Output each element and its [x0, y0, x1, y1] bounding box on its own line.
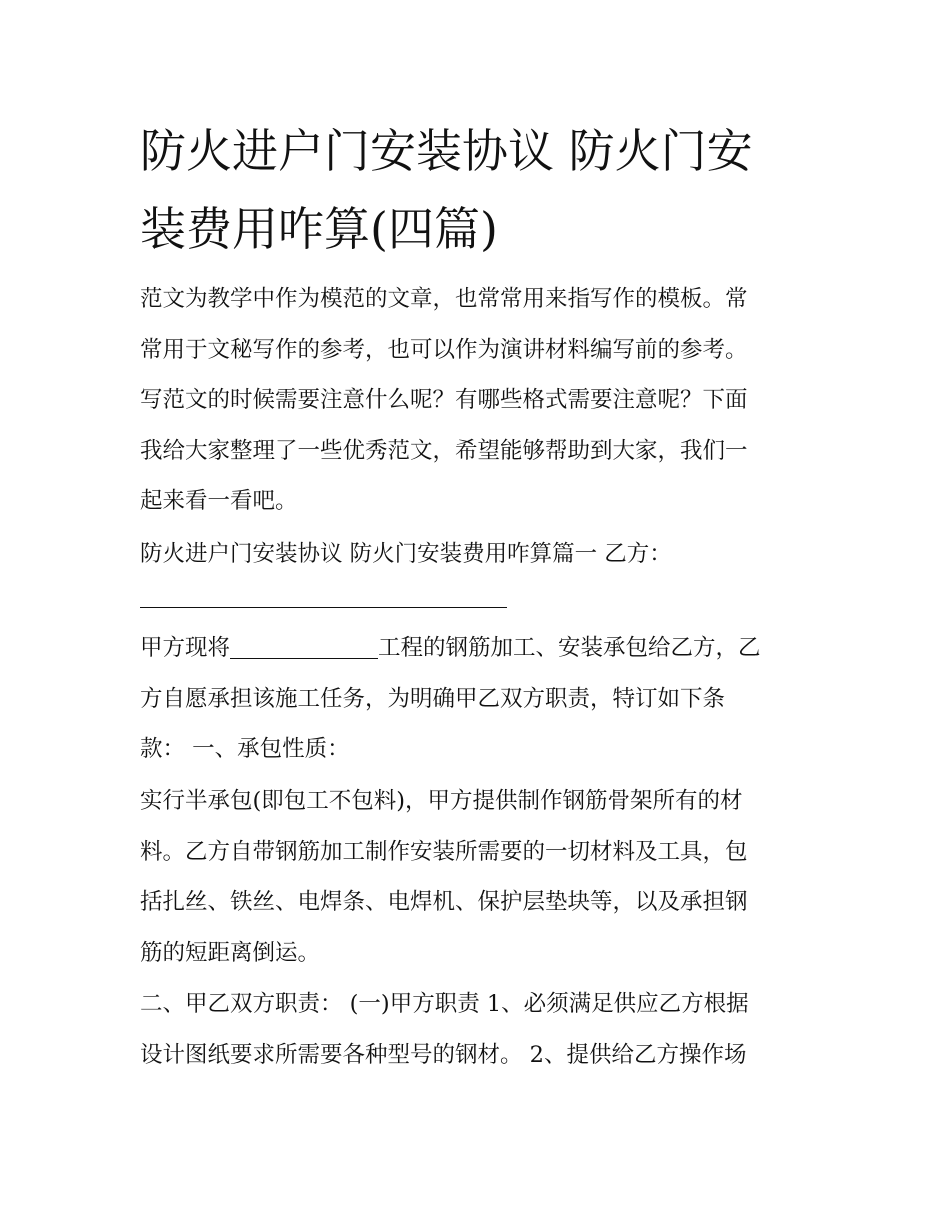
paragraph-line: 二、甲乙双方职责： (一)甲方职责 1、必须满足供应乙方根据	[140, 991, 749, 1017]
agreement-paragraph-1	[140, 623, 820, 775]
paragraph-line: 括扎丝、铁丝、电焊条、电焊机、保护层垫块等，以及承担钢	[140, 889, 748, 915]
intro-line: 写范文的时候需要注意什么呢？有哪些格式需要注意呢？下面	[140, 387, 748, 413]
party-a-suffix: 工程的钢筋加工、安装承包给乙方，乙	[378, 635, 761, 661]
paragraph-line: 设计图纸要求所需要各种型号的钢材。 2、提供给乙方操作场	[140, 1041, 747, 1068]
paragraph-line: 筋的短距离倒运。	[140, 939, 321, 966]
paragraph-line: 款： 一、承包性质：	[140, 736, 350, 762]
intro-line: 常用于文秘写作的参考，也可以作为演讲材料编写前的参考。	[140, 336, 748, 363]
paragraph-line: 方自愿承担该施工任务，为明确甲乙双方职责，特订如下条	[140, 685, 726, 712]
party-b-blank-line	[140, 607, 507, 608]
intro-line: 我给大家整理了一些优秀范文，希望能够帮助到大家，我们一	[140, 437, 748, 464]
paragraph-line: 实行半承包(即包工不包料)，甲方提供制作钢筋骨架所有的材	[140, 788, 743, 814]
title-line-2: 装费用咋算(四篇)	[140, 202, 498, 256]
paragraph-line: 料。乙方自带钢筋加工制作安装所需要的一切材料及工具，包	[140, 838, 748, 865]
project-name-blank	[230, 636, 378, 659]
section-heading	[140, 529, 820, 580]
title-line-1: 防火进户门安装协议 防火门安	[140, 124, 753, 178]
intro-line: 起来看一看吧。	[140, 488, 298, 514]
section-heading-text: 防火进户门安装协议 防火门安装费用咋算篇一 乙方：	[140, 541, 672, 567]
intro-paragraph	[140, 274, 820, 527]
intro-line: 范文为教学中作为模范的文章，也常常用来指写作的模板。常	[140, 286, 748, 312]
party-a-line	[140, 623, 820, 674]
agreement-paragraph-3	[140, 979, 820, 1080]
party-a-prefix: 甲方现将	[140, 635, 231, 661]
document-title	[140, 112, 830, 268]
agreement-paragraph-2	[140, 776, 820, 978]
